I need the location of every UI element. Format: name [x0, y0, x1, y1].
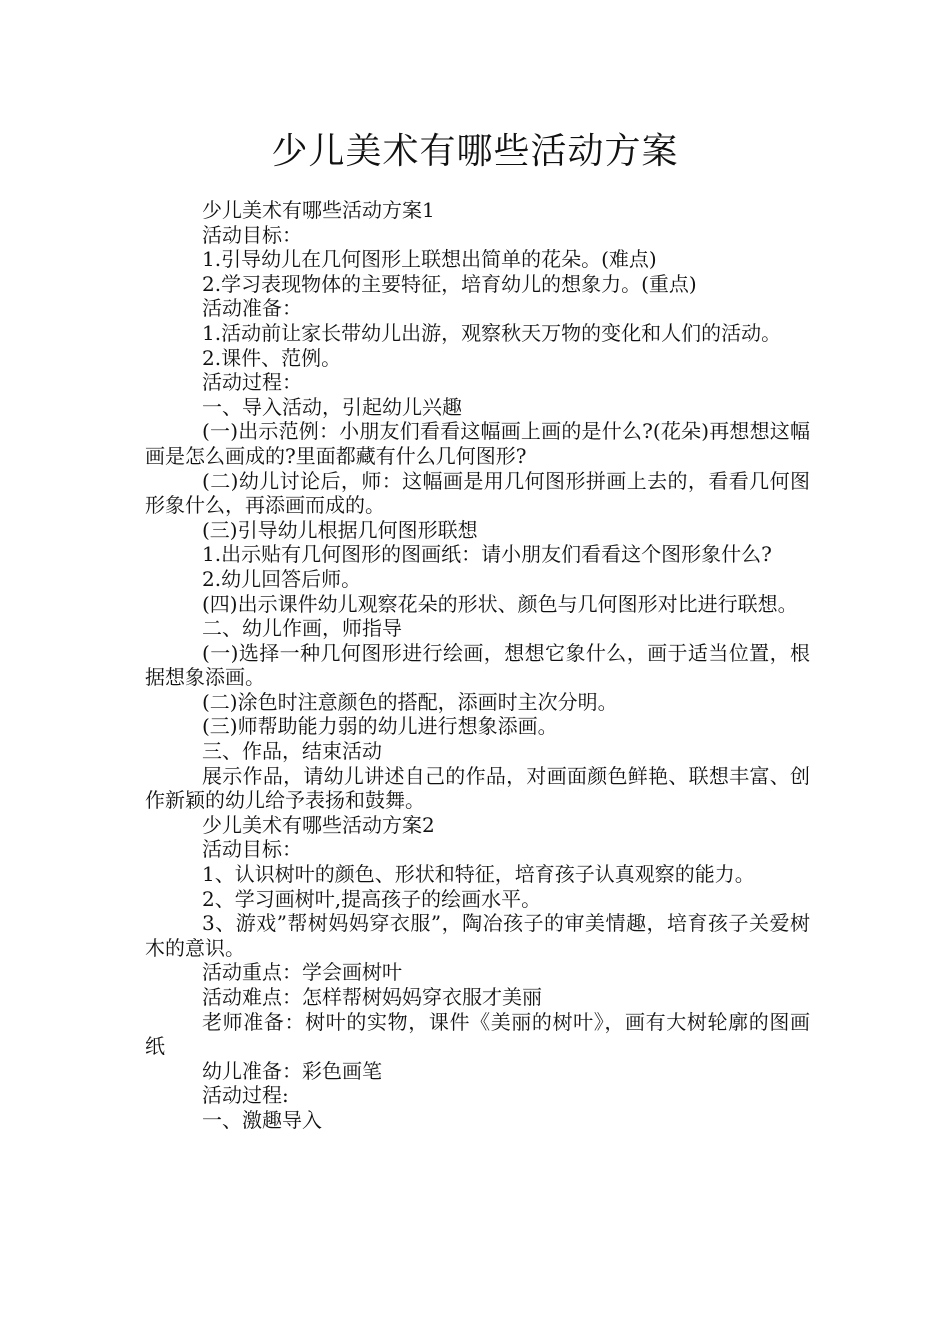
document-body [145, 198, 810, 1133]
document-paragraph: 一、导入活动，引起幼儿兴趣 [202, 394, 462, 419]
document-paragraph: 二、幼儿作画，师指导 [202, 616, 402, 641]
document-paragraph: 1.引导幼儿在几何图形上联想出简单的花朵。(难点) [202, 247, 657, 272]
document-paragraph: 活动难点：怎样帮树妈妈穿衣服才美丽 [202, 985, 542, 1009]
document-paragraph: (三)师帮助能力弱的幼儿进行想象添画。 [202, 714, 558, 739]
document-paragraph: (一)出示范例：小朋友们看看这幅画上画的是什么?(花朵)再想想这幅画是怎么画成的?里面都藏有什么几何图形? [145, 419, 810, 468]
document-paragraph: (一)选择一种几何图形进行绘画，想想它象什么，画于适当位置，根据想象添画。 [145, 640, 810, 690]
document-paragraph: 2、学习画树叶,提高孩子的绘画水平。 [202, 886, 542, 911]
document-paragraph: 活动目标： [202, 837, 302, 862]
document-paragraph: 展示作品，请幼儿讲述自己的作品，对画面颜色鲜艳、联想丰富、创作新颖的幼儿给予表扬和鼓舞。 [145, 763, 810, 813]
document-paragraph: 一、激趣导入 [202, 1107, 322, 1132]
document-paragraph: (三)引导幼儿根据几何图形联想 [202, 517, 478, 542]
document-paragraph: 2.学习表现物体的主要特征，培育幼儿的想象力。(重点) [202, 271, 697, 296]
document-paragraph: 活动过程: [202, 1083, 289, 1108]
document-paragraph: 活动目标： [202, 222, 302, 247]
document-paragraph: 1、认识树叶的颜色、形状和特征，培育孩子认真观察的能力。 [202, 862, 755, 887]
document-paragraph: 2.课件、范例。 [202, 345, 342, 370]
document-title: 少儿美术有哪些活动方案 [271, 131, 679, 172]
document-paragraph: 活动过程： [202, 370, 302, 395]
document-paragraph: 少儿美术有哪些活动方案1 [202, 198, 435, 222]
document-paragraph: 活动准备： [202, 296, 302, 321]
document-paragraph: 幼儿准备：彩色画笔 [202, 1058, 382, 1083]
document-paragraph: (二)涂色时注意颜色的搭配，添画时主次分明。 [202, 689, 618, 714]
document-paragraph: (四)出示课件幼儿观察花朵的形状、颜色与几何图形对比进行联想。 [202, 591, 798, 616]
document-paragraph: 少儿美术有哪些活动方案2 [202, 812, 435, 837]
document-paragraph: 1.出示贴有几何图形的图画纸：请小朋友们看看这个图形象什么? [202, 542, 772, 567]
document-paragraph: 2.幼儿回答后师。 [202, 566, 362, 591]
document-paragraph: (二)幼儿讨论后，师：这幅画是用几何图形拼画上去的，看看几何图形象什么，再添画而成的。 [145, 468, 810, 518]
document-paragraph: 1.活动前让家长带幼儿出游，观察秋天万物的变化和人们的活动。 [202, 320, 782, 345]
document-paragraph: 三、作品，结束活动 [202, 739, 382, 764]
document-paragraph: 3、游戏”帮树妈妈穿衣服”，陶冶孩子的审美情趣，培育孩子关爱树木的意识。 [145, 911, 810, 960]
document-paragraph: 老师准备：树叶的实物，课件《美丽的树叶》，画有大树轮廓的图画纸 [145, 1009, 810, 1059]
document-paragraph: 活动重点：学会画树叶 [202, 960, 402, 985]
